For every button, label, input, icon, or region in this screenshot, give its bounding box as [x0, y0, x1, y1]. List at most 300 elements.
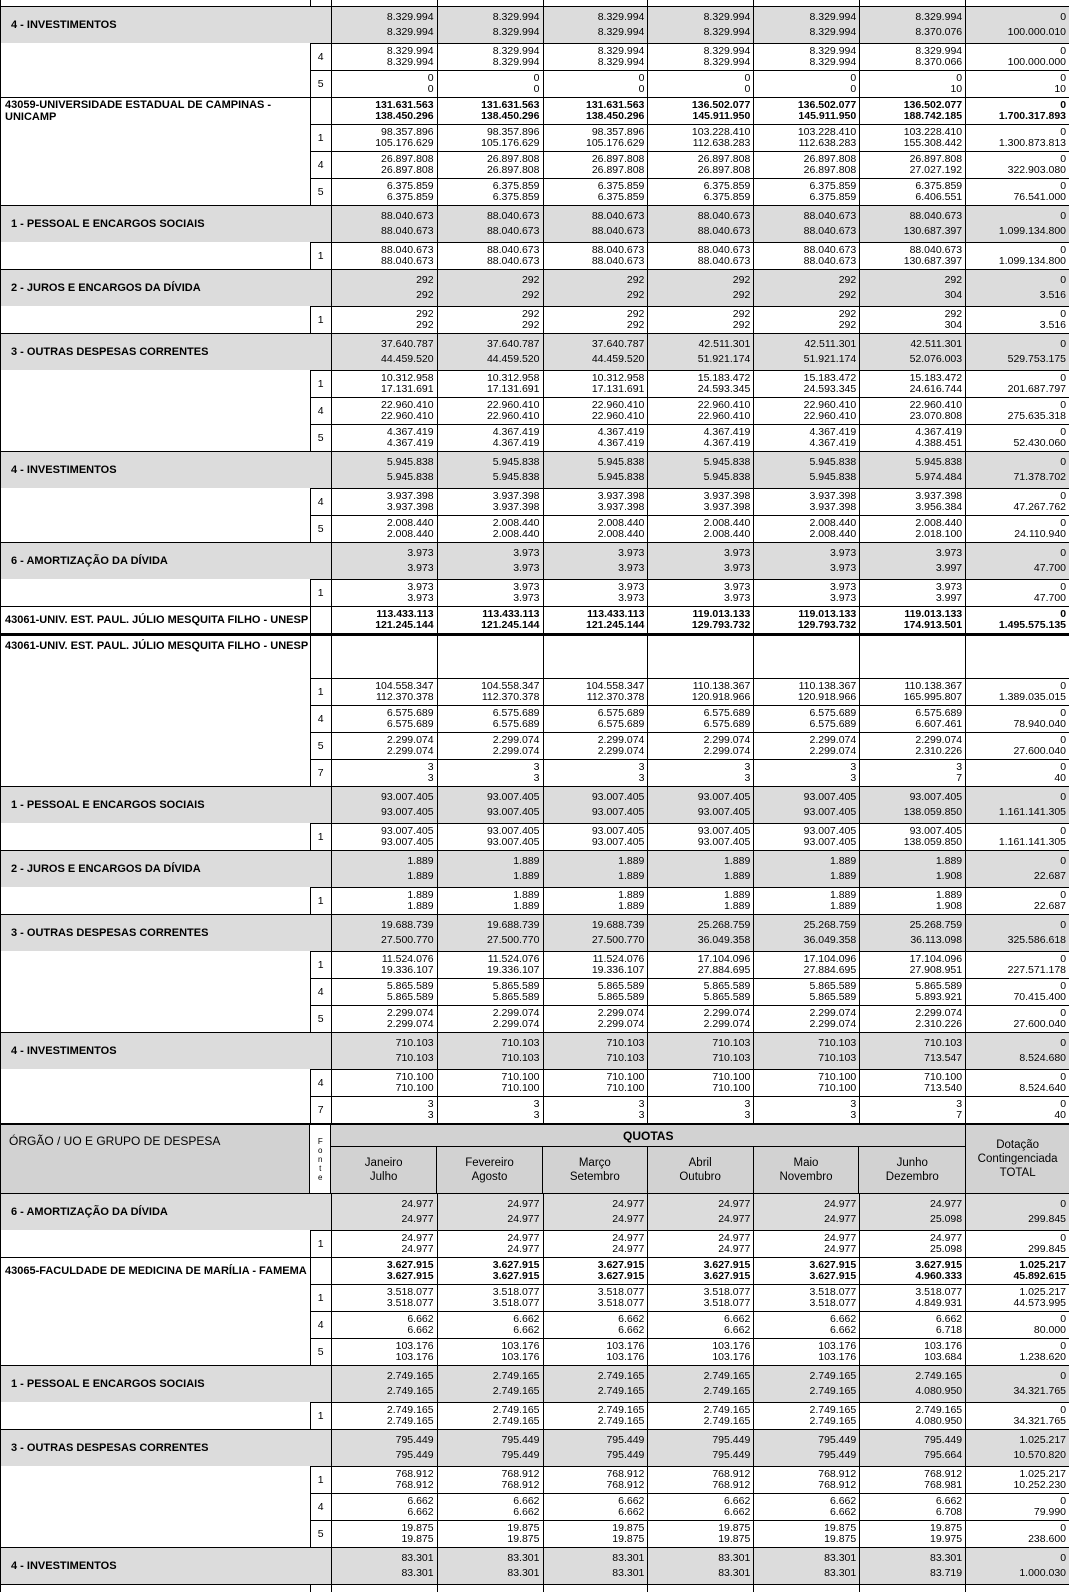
quota-line-2: 83.301 — [824, 1567, 857, 1579]
month-column-headers — [331, 1147, 965, 1193]
quota-cell — [860, 1338, 966, 1365]
quota-line-2: 713.540 — [924, 1082, 963, 1094]
quota-line-1: 6.662 — [407, 1495, 434, 1507]
total-cell — [966, 1096, 1069, 1123]
label-spacer-cell — [1, 515, 311, 542]
quota-cell — [754, 1230, 860, 1257]
expense-group-row — [1, 1429, 1069, 1466]
quota-line-1: 292 — [626, 308, 645, 320]
quota-line-1: 6.575.689 — [703, 707, 751, 719]
quota-cell — [544, 43, 649, 70]
quota-line-2: 0 — [427, 83, 434, 95]
quota-line-2: 795.449 — [395, 1449, 434, 1461]
month-bottom: Novembro — [779, 1171, 833, 1183]
total-header-line: Contingenciada — [977, 1153, 1058, 1165]
fonte-row — [1, 1402, 1069, 1429]
quota-line-2: 2.008.440 — [809, 528, 857, 540]
quota-cell — [754, 1547, 860, 1584]
org-label-cell: 43065-FACULDADE DE MEDICINA DE MARÍLIA - FAMEMA — [1, 1257, 311, 1284]
month-top: Fevereiro — [465, 1157, 514, 1169]
quota-line-2: 8.329.994 — [492, 26, 540, 38]
quota-line-2: 24.593.345 — [697, 383, 751, 395]
org-label-cell: 43061-UNIV. EST. PAUL. JÚLIO MESQUITA FILHO - UNESP — [1, 606, 311, 633]
quota-cell — [438, 579, 544, 606]
quota-cell — [754, 951, 860, 978]
quota-line-2: 24.977 — [507, 1213, 540, 1225]
quota-line-1: 0 — [956, 72, 963, 84]
quota-cell — [648, 333, 754, 370]
quota-line-1: 5.865.589 — [597, 980, 645, 992]
quota-line-2: 188.742.185 — [903, 110, 963, 122]
quota-line-1: 3.973 — [724, 547, 751, 559]
quota-line-2: 6.575.689 — [492, 718, 540, 730]
quota-line-2: 6.662 — [618, 1324, 645, 1336]
quota-line-1: 6.575.689 — [492, 707, 540, 719]
quota-line-2: 299.845 — [1028, 1213, 1067, 1225]
quota-line-2: 78.940.040 — [1013, 718, 1067, 730]
month-column-header-jan-jul — [331, 1147, 437, 1193]
quota-line-1: 3.518.077 — [597, 1286, 645, 1298]
quota-line-1: 5.945.838 — [386, 456, 434, 468]
quota-cell — [860, 424, 966, 451]
quota-line-1: 710.100 — [924, 1071, 963, 1083]
total-cell — [966, 242, 1069, 269]
fonte-row — [1, 151, 1069, 178]
quota-cell — [544, 1257, 649, 1284]
quota-line-1: 88.040.673 — [486, 210, 540, 222]
fonte-cell: 5 — [311, 424, 332, 451]
quota-line-2: 3.997 — [935, 562, 963, 574]
quota-line-2: 36.049.358 — [697, 934, 751, 946]
quota-line-1: 2.749.165 — [809, 1370, 857, 1382]
quota-line-1: 3.973 — [407, 581, 434, 593]
quota-line-2: 1.889 — [829, 870, 857, 882]
total-cell — [966, 978, 1069, 1005]
label-spacer-cell — [1, 887, 311, 914]
quota-line-1: 93.007.405 — [803, 791, 857, 803]
quota-line-2: 2.299.074 — [703, 1018, 751, 1030]
quota-cell — [544, 1429, 649, 1466]
quota-cell — [438, 1429, 544, 1466]
quota-line-2: 1.889 — [513, 900, 540, 912]
quota-cell — [438, 451, 544, 488]
quota-line-2: 112.370.378 — [375, 691, 434, 703]
fonte-column-header — [310, 1123, 331, 1193]
quota-line-1: 1.889 — [407, 855, 434, 867]
quota-line-2: 3 — [850, 1109, 857, 1121]
total-cell — [966, 397, 1069, 424]
quota-line-2: 4.367.419 — [386, 437, 434, 449]
quota-line-2: 3.937.398 — [492, 501, 540, 513]
quota-cell — [754, 1311, 860, 1338]
quota-line-2: 3.518.077 — [703, 1297, 751, 1309]
quota-line-1: 17.104.096 — [803, 953, 857, 965]
quota-line-1: 103.228.410 — [903, 126, 963, 138]
quota-line-2: 8.329.994 — [386, 56, 434, 68]
quota-line-2: 5.865.589 — [492, 991, 540, 1003]
quota-line-1: 131.631.563 — [586, 99, 645, 111]
quota-line-1: 2.299.074 — [703, 734, 751, 746]
quota-line-1: 6.662 — [829, 1495, 857, 1507]
quota-cell — [648, 70, 754, 97]
quota-line-2: 27.884.695 — [697, 964, 751, 976]
quota-line-1: 3.518.077 — [915, 1286, 963, 1298]
quota-cell — [544, 1230, 649, 1257]
month-bottom: Julho — [369, 1171, 398, 1183]
quota-cell — [648, 1547, 754, 1584]
quota-line-2: 34.321.765 — [1013, 1415, 1067, 1427]
quota-cell — [754, 1193, 860, 1230]
quota-line-1: 19.875 — [718, 1522, 751, 1534]
quota-line-2: 8.329.994 — [386, 26, 434, 38]
quota-cell — [754, 515, 860, 542]
quota-cell — [544, 914, 649, 951]
quota-cell — [544, 205, 649, 242]
quota-cell — [544, 823, 649, 850]
quota-cell — [438, 887, 544, 914]
quota-line-2: 1.099.134.800 — [998, 255, 1067, 267]
quota-line-2: 83.301 — [507, 1567, 540, 1579]
quota-cell — [648, 515, 754, 542]
quota-line-2: 174.913.501 — [903, 619, 963, 631]
quota-line-1: 8.329.994 — [809, 45, 857, 57]
quota-line-1: 768.912 — [501, 1468, 540, 1480]
quota-line-2: 292 — [626, 289, 645, 301]
quota-line-2: 1.889 — [407, 900, 434, 912]
expense-group-row — [1, 542, 1069, 579]
quota-cell — [648, 606, 754, 633]
expense-group-row — [1, 6, 1069, 43]
quota-line-1: 8.329.994 — [703, 11, 751, 23]
quota-cell — [438, 269, 544, 306]
quota-line-1: 17.104.096 — [697, 953, 751, 965]
label-spacer-cell — [1, 951, 311, 978]
quota-line-1: 93.007.405 — [486, 825, 540, 837]
quota-cell — [332, 678, 438, 705]
quota-line-2: 22.687 — [1033, 870, 1067, 882]
quota-line-1: 15.183.472 — [803, 372, 857, 384]
quota-line-1: 22.960.410 — [486, 399, 540, 411]
quota-cell — [860, 678, 966, 705]
quota-cell — [860, 488, 966, 515]
quota-line-1: 93.007.405 — [909, 825, 963, 837]
quota-cell — [438, 1402, 544, 1429]
quota-line-1: 93.007.405 — [697, 791, 751, 803]
quota-line-1: 0 — [1060, 791, 1067, 803]
quota-line-2: 6.662 — [513, 1324, 540, 1336]
quota-line-2: 2.299.074 — [386, 745, 434, 757]
quota-cell — [332, 397, 438, 424]
quota-line-1: 26.897.808 — [909, 153, 963, 165]
fonte-row — [1, 1338, 1069, 1365]
quota-cell — [860, 1005, 966, 1032]
quota-line-2: 17.131.691 — [591, 383, 645, 395]
label-spacer-cell — [1, 397, 311, 424]
quota-cell — [544, 1032, 649, 1069]
expense-group-row — [1, 914, 1069, 951]
quota-line-2: 24.977 — [718, 1243, 751, 1255]
quota-line-1: 2.299.074 — [809, 734, 857, 746]
quota-line-1: 1.889 — [513, 889, 540, 901]
quota-line-1: 2.749.165 — [703, 1370, 751, 1382]
quota-cell — [544, 1284, 649, 1311]
quota-line-1: 292 — [626, 274, 645, 286]
quota-line-2: 5.945.838 — [703, 471, 751, 483]
quota-line-1: 103.176 — [395, 1340, 434, 1352]
quota-line-2: 2.749.165 — [809, 1385, 857, 1397]
quota-line-2: 3.997 — [935, 592, 963, 604]
quota-cell — [332, 823, 438, 850]
quota-cell — [648, 124, 754, 151]
quota-line-2: 1.495.575.135 — [998, 619, 1067, 631]
total-cell — [966, 1338, 1069, 1365]
quota-line-1: 131.631.563 — [375, 99, 434, 111]
quota-line-1: 19.688.739 — [591, 919, 645, 931]
quota-cell — [438, 1466, 544, 1493]
quota-cell — [332, 1096, 438, 1123]
org-total-row — [1, 97, 1069, 124]
quota-line-1: 119.013.133 — [798, 608, 857, 620]
quota-line-1: 6.375.859 — [915, 180, 963, 192]
total-cell — [966, 951, 1069, 978]
quota-cell — [754, 205, 860, 242]
quota-cell — [648, 205, 754, 242]
quota-cell — [754, 1520, 860, 1547]
quota-line-1: 93.007.405 — [591, 791, 645, 803]
quota-line-1: 3.518.077 — [703, 1286, 751, 1298]
quota-cell — [438, 1284, 544, 1311]
fonte-row — [1, 397, 1069, 424]
quota-line-1: 24.977 — [824, 1198, 857, 1210]
quota-line-1: 22.960.410 — [381, 399, 434, 411]
fonte-row — [1, 424, 1069, 451]
quota-line-2: 26.897.808 — [381, 164, 434, 176]
quota-cell — [860, 1096, 966, 1123]
quota-line-1: 136.502.077 — [903, 99, 963, 111]
quota-cell — [544, 1338, 649, 1365]
quota-line-1: 3.627.915 — [597, 1259, 645, 1271]
quota-line-1: 42.511.301 — [698, 338, 751, 350]
quota-line-1: 4.367.419 — [492, 426, 540, 438]
total-cell — [966, 6, 1069, 43]
quota-line-1: 3 — [427, 1098, 434, 1110]
quota-line-2: 8.329.994 — [809, 26, 857, 38]
quota-cell — [332, 1284, 438, 1311]
quota-cell — [754, 306, 860, 333]
quota-line-2: 121.245.144 — [375, 619, 434, 631]
quota-cell — [754, 850, 860, 887]
month-column-header-mai-nov — [754, 1147, 860, 1193]
quota-line-2: 304 — [944, 319, 963, 331]
quota-line-2: 6.708 — [935, 1506, 963, 1518]
quota-line-2: 10.570.820 — [1013, 1449, 1067, 1461]
total-cell — [966, 606, 1069, 633]
quota-line-2: 1.889 — [407, 870, 434, 882]
quota-line-2: 8.524.680 — [1019, 1052, 1067, 1064]
quota-line-2: 1.889 — [618, 900, 645, 912]
quota-line-1: 1.889 — [935, 855, 963, 867]
quota-cell — [332, 269, 438, 306]
quota-line-1: 2.299.074 — [915, 1007, 963, 1019]
quota-line-1: 4.367.419 — [703, 426, 751, 438]
quota-cell — [648, 1493, 754, 1520]
quota-line-1: 83.301 — [824, 1552, 857, 1564]
group-label-cell: 4 - INVESTIMENTOS — [1, 451, 332, 488]
quota-line-1: 37.640.787 — [486, 338, 540, 350]
total-cell — [966, 1466, 1069, 1493]
group-label-cell: 1 - PESSOAL E ENCARGOS SOCIAIS — [1, 205, 332, 242]
quota-line-1: 3.937.398 — [809, 490, 857, 502]
quota-line-1: 3.937.398 — [492, 490, 540, 502]
quota-cell — [648, 178, 754, 205]
quota-cell — [648, 705, 754, 732]
quota-line-1: 768.912 — [395, 1468, 434, 1480]
fonte-cell: 4 — [311, 488, 332, 515]
quota-line-1: 88.040.673 — [486, 244, 540, 256]
total-cell — [966, 370, 1069, 397]
quota-line-1: 42.511.301 — [910, 338, 963, 350]
expense-group-row — [1, 850, 1069, 887]
quota-cell — [860, 1584, 966, 1592]
quota-line-1: 5.945.838 — [597, 456, 645, 468]
month-column-header-fev-ago — [437, 1147, 543, 1193]
quota-line-1: 93.007.405 — [803, 825, 857, 837]
total-cell — [966, 151, 1069, 178]
quota-cell — [332, 1493, 438, 1520]
quota-cell — [544, 242, 649, 269]
quota-line-1: 0 — [1060, 1313, 1067, 1325]
label-spacer-cell — [1, 1005, 311, 1032]
quota-line-2: 88.040.673 — [591, 255, 645, 267]
quota-cell — [648, 1005, 754, 1032]
quota-line-2: 529.753.175 — [1007, 353, 1067, 365]
quota-cell — [648, 1069, 754, 1096]
quota-cell — [860, 43, 966, 70]
quota-line-1: 3.627.915 — [809, 1259, 857, 1271]
quota-line-2: 292 — [732, 319, 751, 331]
quota-line-2: 710.100 — [712, 1082, 751, 1094]
quota-line-1: 19.875 — [930, 1522, 963, 1534]
organ-column-header: ÓRGÃO / UO E GRUPO DE DESPESA — [1, 1123, 310, 1193]
label-spacer-cell — [1, 242, 311, 269]
quota-line-2: 3.937.398 — [703, 501, 751, 513]
fonte-cell — [311, 1257, 332, 1284]
quota-cell — [332, 951, 438, 978]
group-label-cell: 4 - INVESTIMENTOS — [1, 1547, 332, 1584]
fonte-row — [1, 951, 1069, 978]
quota-line-2: 3.627.915 — [386, 1270, 434, 1282]
quota-line-2: 70.415.400 — [1013, 991, 1067, 1003]
quota-line-1: 5.865.589 — [386, 980, 434, 992]
quota-line-1: 3.973 — [618, 581, 645, 593]
quota-cell — [438, 124, 544, 151]
fonte-row — [1, 678, 1069, 705]
quota-line-2: 8.329.994 — [597, 56, 645, 68]
quota-cell — [648, 6, 754, 43]
quota-cell — [438, 1584, 544, 1592]
quota-line-1: 3.518.077 — [809, 1286, 857, 1298]
quota-line-1: 2.749.165 — [492, 1404, 540, 1416]
quota-line-2: 2.310.226 — [915, 1018, 963, 1030]
quota-cell — [544, 151, 649, 178]
quota-line-2: 710.103 — [818, 1052, 857, 1064]
quota-line-2: 27.500.770 — [591, 934, 645, 946]
quota-cell — [648, 242, 754, 269]
quota-line-2: 19.336.107 — [486, 964, 540, 976]
quota-cell — [332, 1429, 438, 1466]
quota-line-1: 24.977 — [824, 1232, 857, 1244]
quota-line-2: 1.889 — [829, 900, 857, 912]
quota-line-1: 0 — [1060, 456, 1067, 468]
quota-cell — [648, 1193, 754, 1230]
quota-line-1: 1.889 — [513, 855, 540, 867]
quota-line-1: 37.640.787 — [591, 338, 645, 350]
quota-cell — [332, 914, 438, 951]
fonte-row — [1, 488, 1069, 515]
quota-line-1: 1.889 — [407, 889, 434, 901]
quota-cell — [860, 242, 966, 269]
quota-cell — [648, 951, 754, 978]
quota-line-1: 0 — [1060, 761, 1067, 773]
quota-cell — [438, 397, 544, 424]
quota-line-1: 3 — [850, 761, 857, 773]
fonte-row — [1, 1520, 1069, 1547]
quota-cell — [332, 1338, 438, 1365]
group-label-cell: 1 - PESSOAL E ENCARGOS SOCIAIS — [1, 1365, 332, 1402]
quota-line-1: 6.375.859 — [809, 180, 857, 192]
quota-line-1: 88.040.673 — [381, 244, 434, 256]
quota-line-2: 112.638.283 — [692, 137, 751, 149]
quota-cell — [544, 269, 649, 306]
quota-line-1: 22.960.410 — [697, 399, 751, 411]
quota-line-1: 119.013.133 — [904, 608, 963, 620]
quota-cell — [544, 178, 649, 205]
quota-line-2: 26.897.808 — [486, 164, 540, 176]
label-spacer-cell — [1, 1493, 311, 1520]
quota-line-1: 2.008.440 — [703, 517, 751, 529]
fonte-cell: 5 — [311, 1338, 332, 1365]
quota-line-1: 88.040.673 — [803, 244, 857, 256]
quota-line-1: 19.875 — [507, 1522, 540, 1534]
quota-line-2: 3.973 — [513, 592, 540, 604]
quota-line-1: 1.025.217 — [1019, 1259, 1067, 1271]
quota-line-2: 26.897.808 — [591, 164, 645, 176]
quota-line-2: 1.300.873.813 — [998, 137, 1067, 149]
quota-cell — [438, 542, 544, 579]
quota-line-2: 2.299.074 — [492, 1018, 540, 1030]
quota-line-2: 3.973 — [513, 562, 540, 574]
quota-cell — [860, 1547, 966, 1584]
quota-line-1: 110.138.367 — [904, 680, 963, 692]
quota-line-2: 795.664 — [924, 1449, 963, 1461]
quota-cell — [332, 850, 438, 887]
quota-line-2: 292 — [732, 289, 751, 301]
quota-line-1: 11.524.076 — [381, 953, 434, 965]
quota-cell — [860, 151, 966, 178]
quota-line-1: 93.007.405 — [381, 791, 434, 803]
quota-line-1: 292 — [944, 308, 963, 320]
quota-line-1: 26.897.808 — [803, 153, 857, 165]
quota-cell — [754, 1284, 860, 1311]
quota-cell — [438, 424, 544, 451]
quota-cell — [438, 1005, 544, 1032]
fonte-row — [1, 242, 1069, 269]
quota-line-2: 45.892.615 — [1013, 1270, 1067, 1282]
quota-cell — [754, 786, 860, 823]
quota-cell — [860, 850, 966, 887]
quota-line-1: 3 — [427, 761, 434, 773]
quota-line-2: 1.908 — [935, 900, 963, 912]
